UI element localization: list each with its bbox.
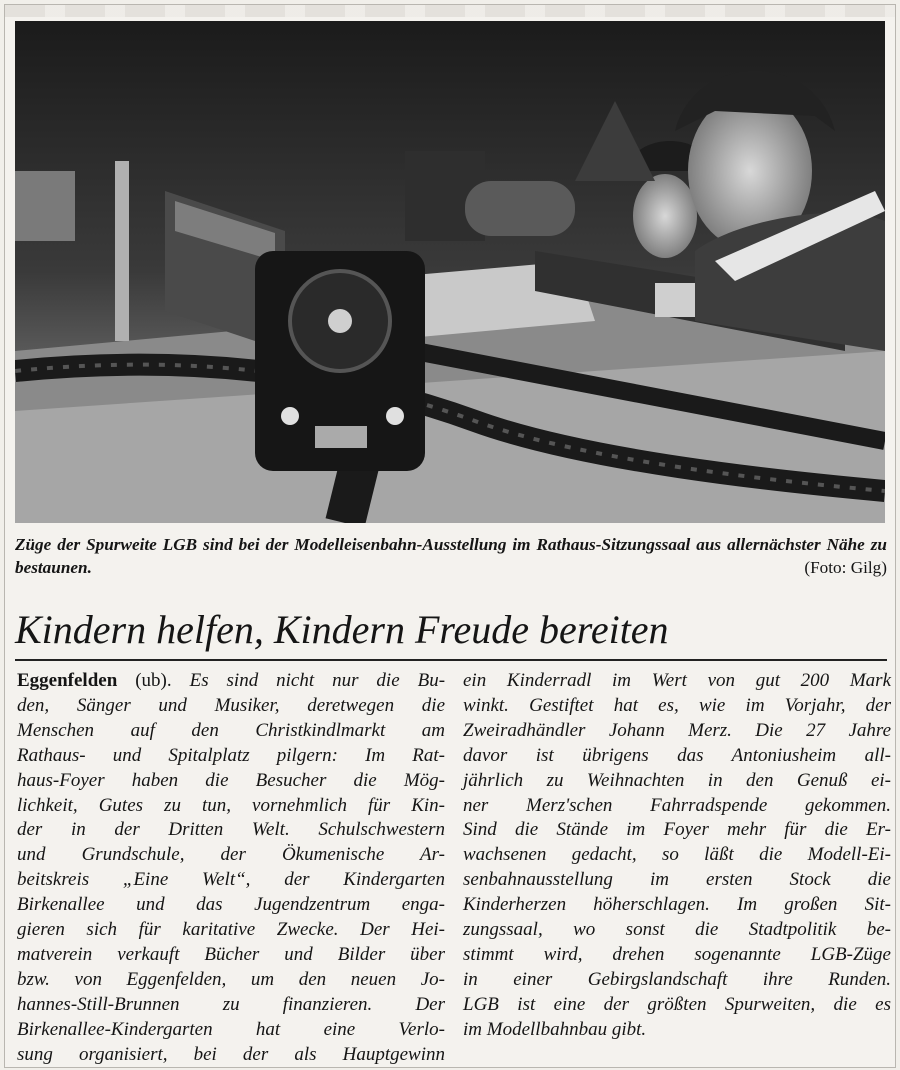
text-line: senbahnausstellung im ersten Stock die [463,869,891,891]
text-line: Es sind nicht nur die Bu- [189,670,446,691]
locomotive-headlamp [328,309,352,333]
text-line: davor ist übrigens das Antoniusheim all- [463,744,891,766]
text-line: und Grundschule, der Ökumenische Ar- [17,844,445,866]
locomotive-plate [315,426,367,448]
text-line: den, Sänger und Musiker, deretwegen die [17,694,445,716]
text-line: sung organisiert, bei der als Hauptgewinn [17,1043,445,1065]
text-line: haus-Foyer haben die Besucher die Mög- [17,769,445,791]
text-line: Sind die Stände im Foyer mehr für die Er- [463,819,891,841]
article-first-line [17,669,445,694]
text-line: matverein verkauft Bücher und Bilder über [17,943,445,965]
text-line: in einer Gebirgslandschaft ihre Runden. [463,968,891,990]
article-column-right [463,669,891,1043]
text-line: der in der Dritten Welt. Schulschwestern [17,819,445,841]
buffer-lamp-left [281,407,299,425]
text-line: lichkeit, Gutes zu tun, vornehmlich für Kin- [17,794,445,816]
caption-text: Züge der Spurweite LGB sind bei der Modelleisenbahn-Ausstellung im Rathaus-Sitzungssaal aus allernächster Nähe zu bestaunen. [15,535,887,577]
text-line: jährlich zu Weihnachten in den Genuß ei- [463,769,891,791]
text-line: bzw. von Eggenfelden, um den neuen Jo- [17,968,445,990]
dateline-place: Eggenfelden [17,670,118,691]
text-line: beitskreis „Eine Welt“, der Kindergarten [17,869,445,891]
text-line: zungssaal, wo sonst die Stadtpolitik be- [463,919,891,941]
text-line: hannes-Still-Brunnen zu finanzieren. Der [17,993,445,1015]
bleed-through-strip [5,5,895,17]
child-face-background [633,174,697,258]
author-byline: (ub). [135,670,172,691]
text-line: Birkenallee-Kindergarten hat eine Verlo- [17,1018,445,1040]
photo-credit: (Foto: Gilg) [804,558,887,577]
text-line: stimmt wird, drehen sogenannte LGB-Züge [463,943,891,965]
buffer-lamp-right [386,407,404,425]
text-line: ein Kinderradl im Wert von gut 200 Mark [463,670,891,691]
text-line: wachsenen gedacht, so läßt die Modell-Ei- [463,844,891,866]
text-line: gieren sich für karitative Zwecke. Der Hei- [17,919,445,941]
text-line: LGB ist eine der größten Spurweiten, die es [463,993,891,1015]
text-line: Zweiradhändler Johann Merz. Die 27 Jahre [463,719,891,741]
photo-caption [15,533,887,579]
signal-box [15,171,75,241]
signal-mast [115,161,129,341]
newspaper-clipping [4,4,896,1068]
text-line: ner Merz'schen Fahrradspende gekommen. [463,794,891,816]
text-line: Menschen auf den Christkindlmarkt am [17,719,445,741]
text-line: Kinderherzen höherschlagen. Im großen Sit- [463,894,891,916]
photo-illustration [15,21,885,523]
article-headline: Kindern helfen, Kindern Freude bereiten [15,605,887,661]
tank-wagon [465,181,575,236]
text-line: Birkenallee und das Jugendzentrum enga- [17,894,445,916]
photo-model-railway [15,21,885,523]
text-line: im Modellbahnbau gibt. [463,1018,647,1040]
text-line: Rathaus- und Spitalplatz pilgern: Im Rat- [17,744,445,766]
text-line: winkt. Gestiftet hat es, wie im Vorjahr, der [463,694,891,716]
article-column-left [17,669,445,1068]
